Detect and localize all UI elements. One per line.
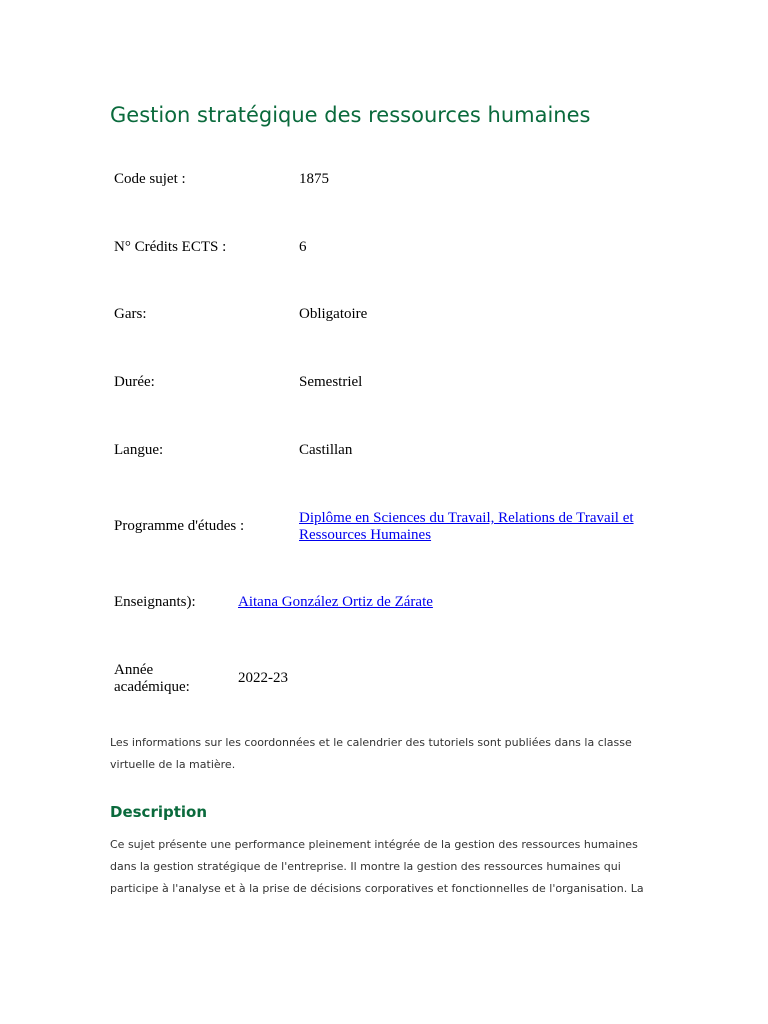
field-label: Code sujet : bbox=[114, 171, 186, 187]
info-note: Les informations sur les coordonnées et le calendrier des tutoriels sont publiées dans la classe virtuelle de la matière. bbox=[110, 736, 632, 771]
field-label: Enseignants): bbox=[114, 594, 196, 610]
field-label: Langue: bbox=[114, 442, 164, 458]
field-value: Semestriel bbox=[299, 374, 363, 390]
page-title: Gestion stratégique des ressources humaines bbox=[110, 103, 591, 127]
field-label: Durée: bbox=[114, 374, 155, 390]
field-label: Gars: bbox=[114, 306, 147, 322]
field-value: 2022-23 bbox=[238, 670, 288, 686]
programme-link[interactable]: Diplôme en Sciences du Travail, Relations de Travail et Ressources Humaines bbox=[299, 510, 634, 543]
field-value: Obligatoire bbox=[299, 306, 368, 322]
description-heading: Description bbox=[110, 803, 208, 821]
field-label: Année académique: bbox=[114, 662, 190, 695]
field-value: 1875 bbox=[299, 171, 329, 187]
field-value bbox=[238, 594, 433, 611]
field-value: 6 bbox=[299, 239, 307, 255]
field-label: N° Crédits ECTS : bbox=[114, 239, 227, 255]
field-label: Programme d'études : bbox=[114, 518, 245, 534]
field-value: Castillan bbox=[299, 442, 353, 458]
teacher-link[interactable]: Aitana González Ortiz de Zárate bbox=[238, 594, 433, 610]
description-text: Ce sujet présente une performance pleinement intégrée de la gestion des ressources humaines dans la gestion stratégique de l'entreprise. Il montre la gestion des ressources humaines qui participe à l'analyse et à la prise de décisions corporatives et fonctionnelles de l'organisation. La bbox=[110, 838, 644, 895]
field-value bbox=[299, 510, 659, 544]
